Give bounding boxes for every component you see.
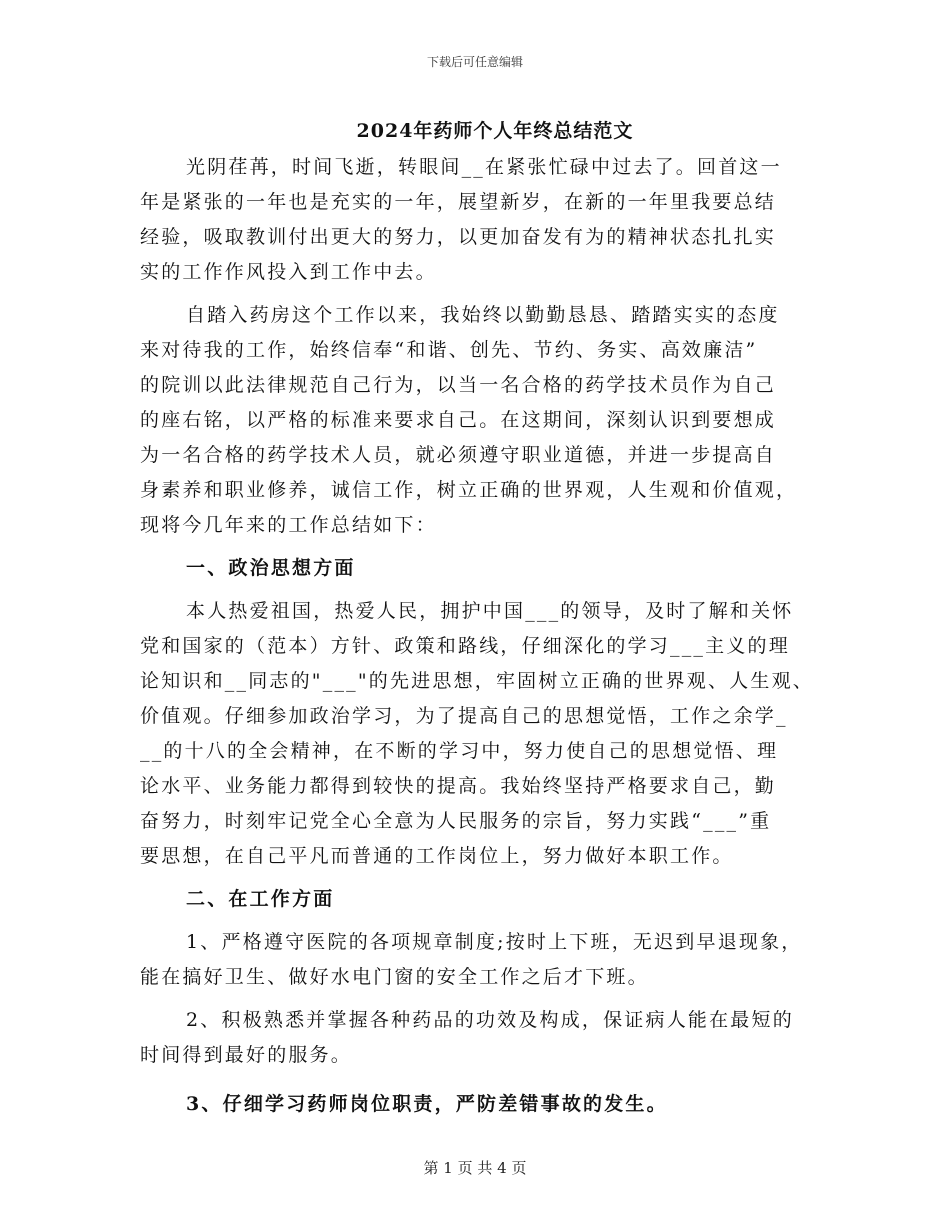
text-line: 实的工作作风投入到工作中去。 [140,261,437,283]
text-line: 2、积极熟悉并掌握各种药品的功效及构成，保证病人能在最短的 [186,1009,794,1031]
text-line: 自踏入药房这个工作以来，我始终以勤勤恳恳、踏踏实实的态度 [186,304,780,326]
list-item-3: 3、仔细学习药师岗位职责，严防差错事故的发生。 [186,1093,668,1115]
text-line: 年是紧张的一年也是充实的一年，展望新岁，在新的一年里我要总结 [140,191,777,213]
text-line: 的院训以此法律规范自己行为，以当一名合格的药学技术员作为自己 [140,374,777,396]
paragraph-overview [140,298,830,543]
text-line: 经验，吸取教训付出更大的努力，以更加奋发有为的精神状态扎扎实 [140,226,777,248]
text-line: 价值观。仔细参加政治学习，为了提高自己的思想觉悟，工作之余学_ [140,705,788,727]
text-line: 来对待我的工作，始终信奉“和谐、创先、节约、务实、高效廉洁” [140,339,758,361]
text-line: 要思想，在自己平凡而普通的工作岗位上，努力做好本职工作。 [140,845,734,867]
page-footer: 第 1 页 共 4 页 [423,1159,527,1177]
text-line: 1、严格遵守医院的各项规章制度;按时上下班，无迟到早退现象， [186,931,803,953]
paragraph-political [140,594,830,874]
document-title: 2024年药师个人年终总结范文 [356,120,634,142]
text-line: 奋努力，时刻牢记党全心全意为人民服务的宗旨，努力实践“___”重 [140,810,772,832]
text-line: 论水平、业务能力都得到较快的提高。我始终坚持严格要求自己，勤 [140,775,777,797]
text-line: 本人热爱祖国，热爱人民，拥护中国___的领导，及时了解和关怀 [186,600,794,622]
section-heading-political: 一、政治思想方面 [186,557,356,579]
text-line: 为一名合格的药学技术人员，就必须遵守职业道德，并进一步提高自 [140,444,777,466]
text-line: 光阴荏苒，时间飞逝，转眼间__在紧张忙碌中过去了。回首这一 [186,156,782,178]
text-line: 党和国家的（范本）方针、政策和路线，仔细深化的学习___主义的理 [140,635,790,657]
text-line: 论知识和__同志的"___"的先进思想，牢固树立正确的世界观、人生观、 [140,670,814,692]
document-body [140,150,830,1122]
text-line: __的十八的全会精神，在不断的学习中，努力使自己的思想觉悟、理 [140,740,779,762]
text-line: 时间得到最好的服务。 [140,1044,353,1066]
section-heading-work: 二、在工作方面 [186,888,335,910]
text-line: 身素养和职业修养，诚信工作，树立正确的世界观，人生观和价值观， [140,479,798,501]
text-line: 现将今几年来的工作总结如下： [140,514,437,536]
list-item-2 [140,1003,830,1073]
text-line: 的座右铭，以严格的标准来要求自己。在这期间，深刻认识到要想成 [140,409,777,431]
list-item-1 [140,925,830,995]
paragraph-intro [140,150,830,290]
header-note: 下载后可任意编辑 [426,55,523,69]
text-line: 能在搞好卫生、做好水电门窗的安全工作之后才下班。 [140,966,649,988]
